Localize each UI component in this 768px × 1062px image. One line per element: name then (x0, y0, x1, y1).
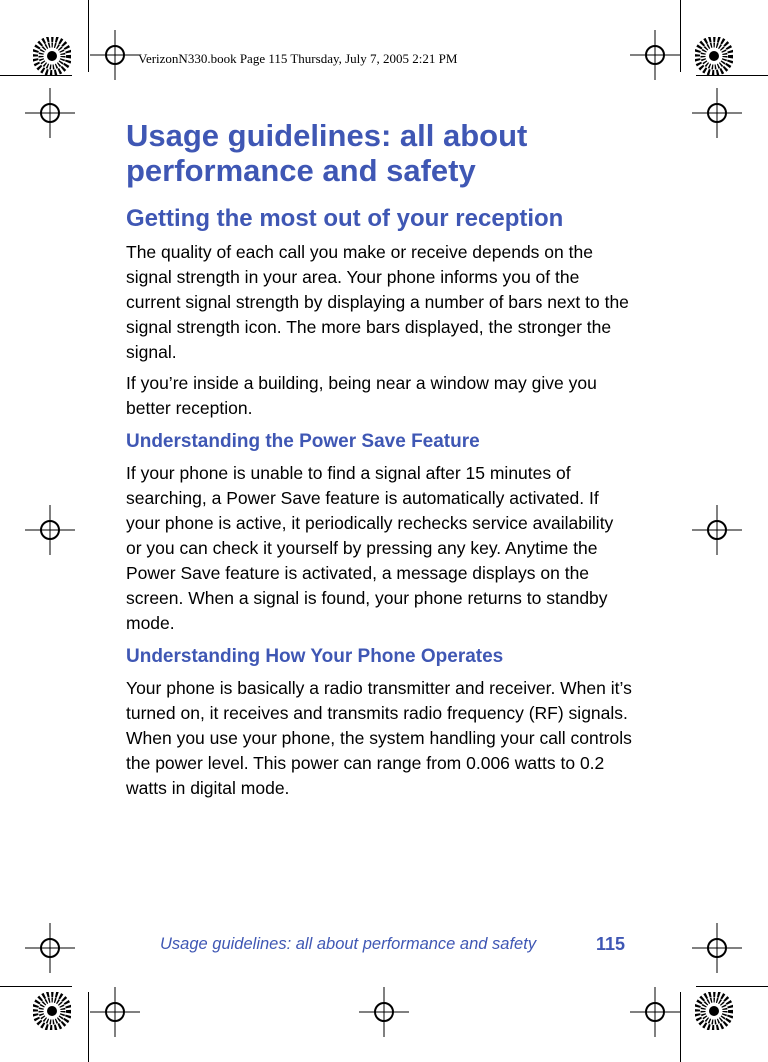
crop-line (680, 0, 681, 72)
page-content (126, 118, 632, 801)
registration-target-icon (692, 88, 742, 138)
registration-target-icon (630, 987, 680, 1037)
registration-target-icon (692, 505, 742, 555)
crop-line (88, 0, 89, 72)
page-title: Usage guidelines: all about performance and safety (126, 118, 528, 188)
page-number: 115 (596, 934, 626, 954)
registration-target-icon (692, 923, 742, 973)
starburst-register-icon (33, 37, 71, 75)
footer-running-title: Usage guidelines: all about performance and safety (160, 935, 537, 953)
section-heading: Getting the most out of your reception (126, 205, 564, 232)
crop-line (696, 986, 768, 987)
body-paragraph: Your phone is basically a radio transmitter and receiver. When it’s turned on, it receives and transmits radio frequency (RF) signals. When you use your phone, the system handling your call controls the power level. This power can range from 0.006 watts to 0.2 watts in digital mode. (126, 678, 632, 798)
body-paragraph: The quality of each call you make or receive depends on the signal strength in your area. Your phone informs you of the current signal strength by displaying a number of bars next to the signal strength icon. The more bars displayed, the stronger the signal. (126, 242, 629, 362)
subsection-heading: Understanding How Your Phone Operates (126, 646, 504, 667)
crop-line (0, 986, 72, 987)
starburst-register-icon (695, 37, 733, 75)
registration-target-icon (90, 987, 140, 1037)
crop-line (696, 75, 768, 76)
registration-target-icon (630, 30, 680, 80)
body-paragraph: If your phone is unable to find a signal after 15 minutes of searching, a Power Save feature is automatically activated. If your phone is active, it periodically rechecks service availability or you can check it yourself by pressing any key. Anytime the Power Save feature is activated, a message displays on the screen. When a signal is found, your phone returns to standby mode. (126, 463, 614, 633)
registration-target-icon (25, 923, 75, 973)
registration-target-icon (90, 30, 140, 80)
crop-line (0, 75, 72, 76)
print-header: VerizonN330.book Page 115 Thursday, July 7, 2005 2:21 PM (138, 51, 458, 66)
registration-target-icon (25, 505, 75, 555)
starburst-register-icon (695, 992, 733, 1030)
registration-target-icon (25, 88, 75, 138)
crop-line (88, 992, 89, 1062)
subsection-heading: Understanding the Power Save Feature (126, 431, 480, 452)
registration-target-icon (359, 987, 409, 1037)
crop-line (680, 992, 681, 1062)
body-paragraph: If you’re inside a building, being near a window may give you better reception. (126, 373, 597, 418)
starburst-register-icon (33, 992, 71, 1030)
